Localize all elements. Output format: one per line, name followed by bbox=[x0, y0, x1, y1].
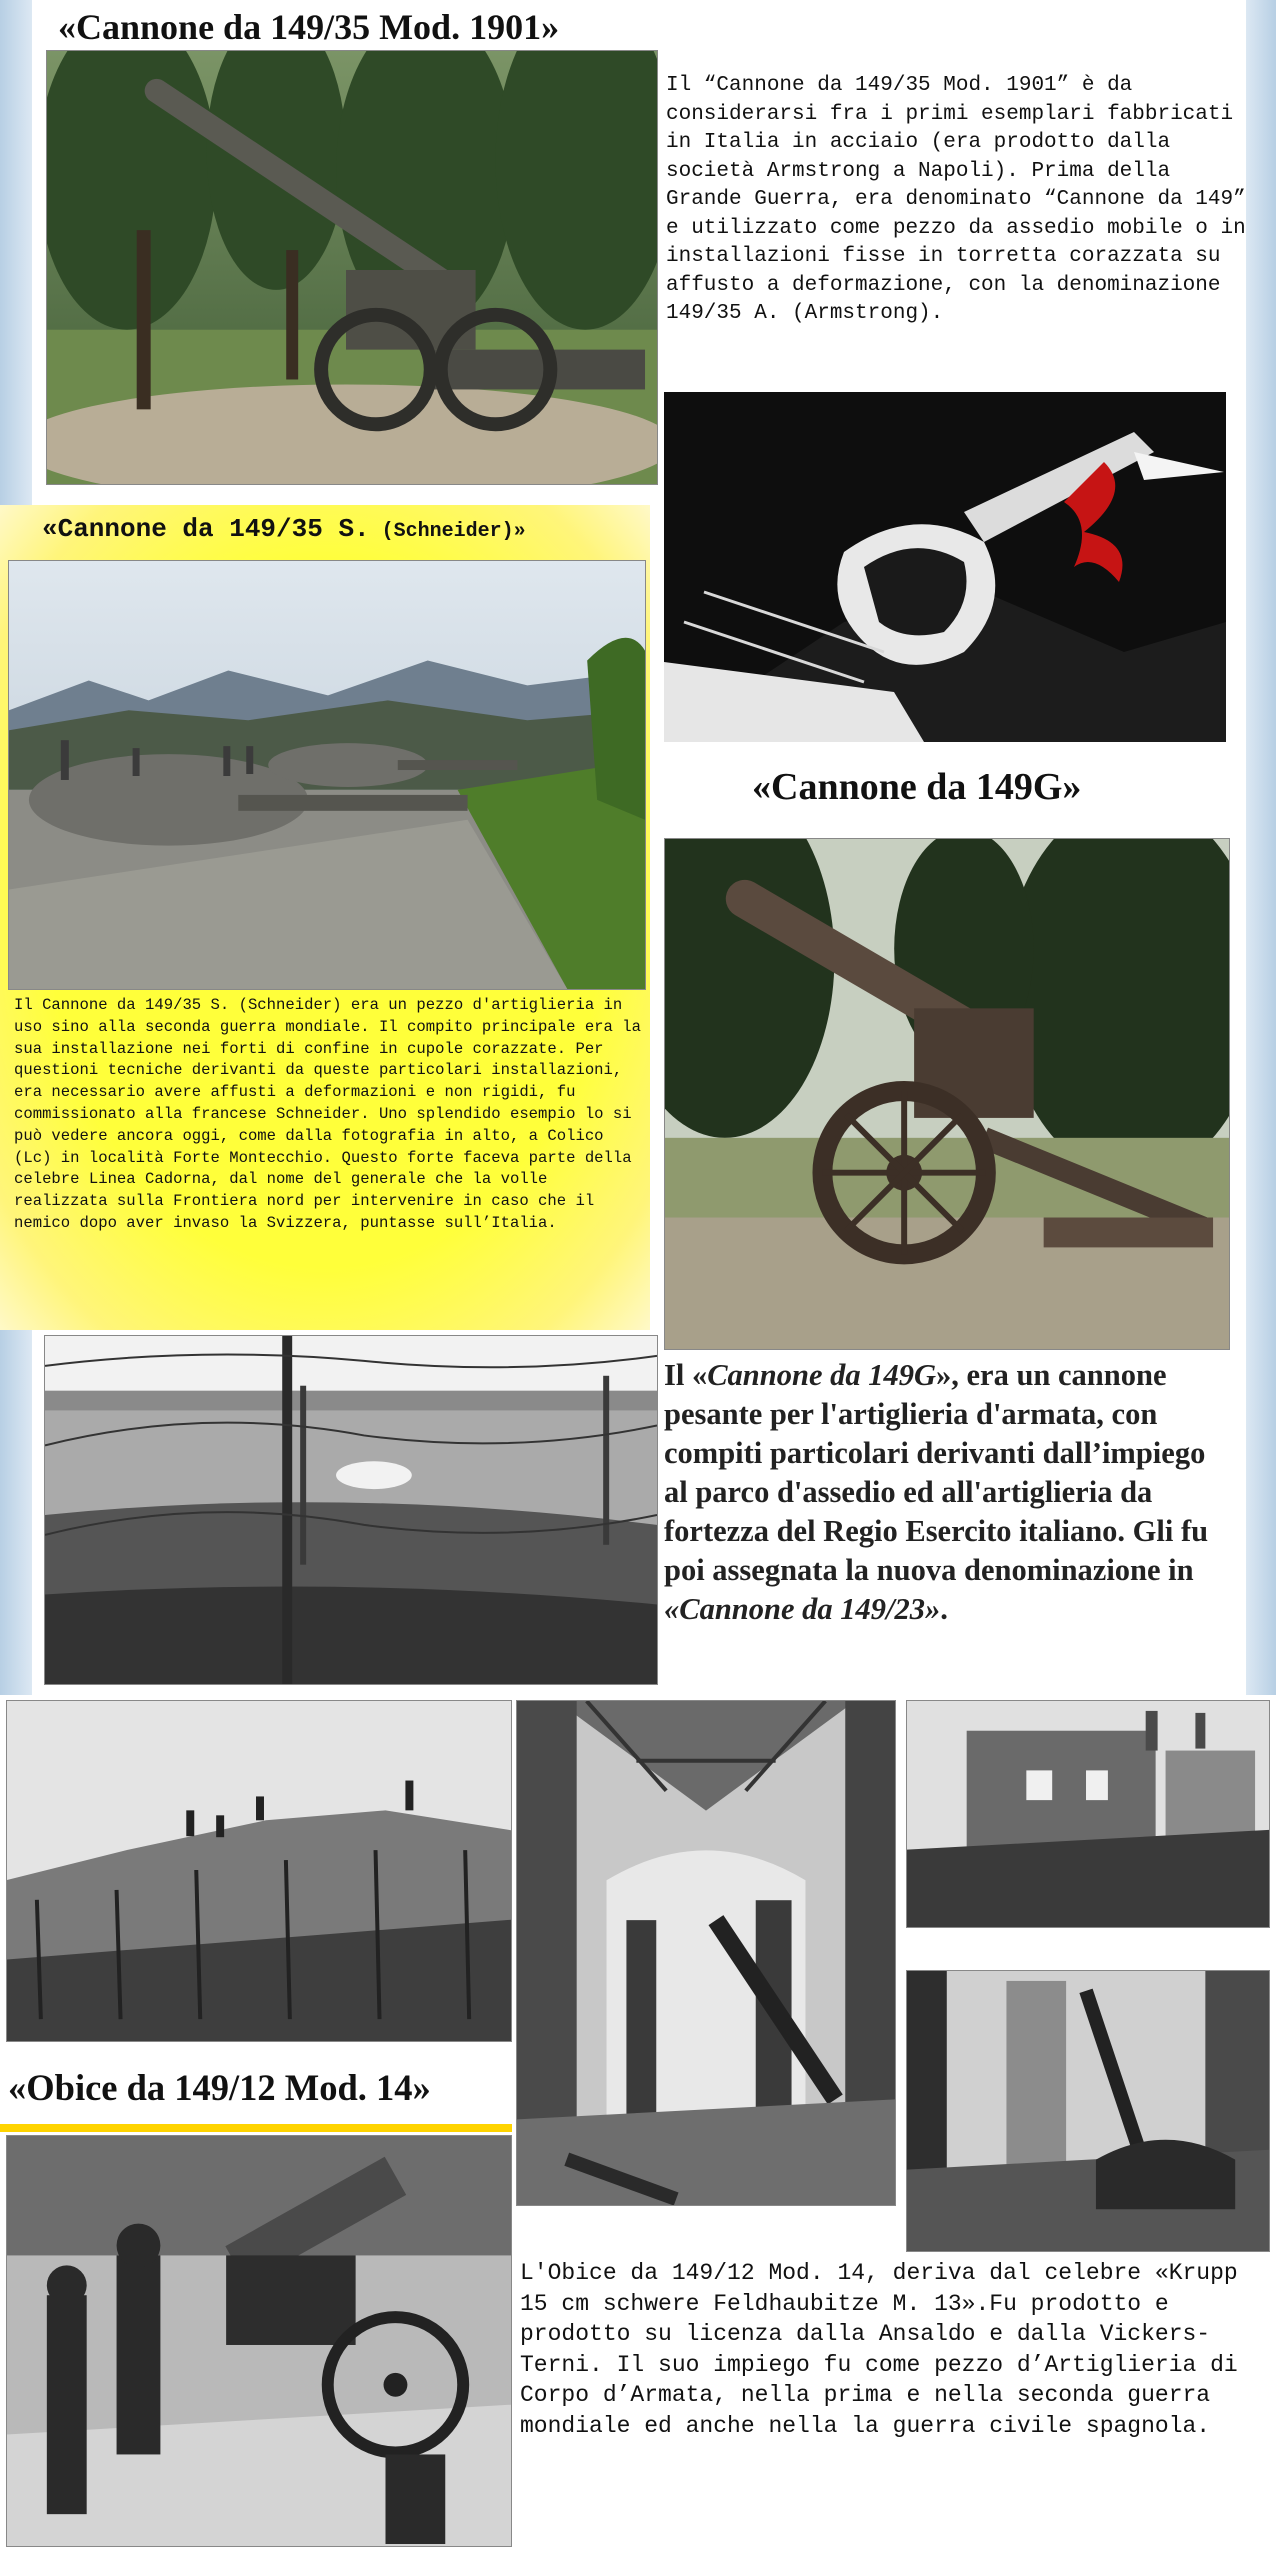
section2-title-main: «Cannone da 149/35 S. bbox=[42, 514, 370, 544]
section1-text: Il “Cannone da 149/35 Mod. 1901” è da considerarsi fra i primi esemplari fabbricati in Italia in acciaio (era prodotto dalla società Armstrong a Napoli). Prima della Grande Guerra, era denominato “Cannone da 149” e utilizzato come pezzo da assedio mobile o in installazioni fisse in torretta corazzata su affusto a deformazione, con la denominazione 149/35 A. (Armstrong). bbox=[666, 74, 1246, 325]
trench-soldiers-photo bbox=[6, 1700, 512, 2042]
section3-text-middle: », era un cannone pesante per l'artiglieria d'armata, con compiti particolari derivanti dall’impiego al parco d'assedio ed all'artiglieria da fortezza del Regio Esercito italiano. Gli fu poi assegnata la nuova denominazione in bbox=[664, 1358, 1209, 1587]
barbed-wire-field-photo bbox=[44, 1335, 658, 1685]
section2-text: Il Cannone da 149/35 S. (Schneider) era un pezzo d'artiglieria in uso sino alla seconda guerra mondiale. Il compito principale era la sua installazione nei forti di confine in cupole corazzate. Per questioni tecniche derivanti da queste particolari installazioni, era necessario avere affusti a deformazioni e non rigidi, fu commissionato alla francese Schneider. Uno splendido esempio lo si può vedere ancora oggi, come dalla fotografia in alto, a Colico (Lc) in località Forte Montecchio. Questo forte faceva parte della celebre Linea Cadorna, dal nome del generale che la volle realizzata sulla Frontiera nord per intervenire in caso che il nemico dopo aver invaso la Svizzera, puntasse sull’Italia. bbox=[14, 996, 641, 1232]
section3-title: «Cannone da 149G» bbox=[752, 766, 1082, 808]
howitzer-photo bbox=[6, 2135, 512, 2547]
comic-soldier-illustration bbox=[664, 392, 1226, 742]
section2-title bbox=[42, 514, 526, 544]
ruined-interior-photo bbox=[906, 1970, 1270, 2252]
section3-text-prefix: Il « bbox=[664, 1358, 708, 1392]
section1-title: «Cannone da 149/35 Mod. 1901» bbox=[58, 7, 560, 47]
schneider-fort-photo bbox=[8, 560, 646, 990]
section4-title-underline bbox=[0, 2124, 512, 2132]
section3-text-suffix: . bbox=[940, 1592, 948, 1626]
burned-houses-photo bbox=[906, 1700, 1270, 1928]
cannon-149g-photo bbox=[664, 838, 1230, 1350]
section4-text: L'Obice da 149/12 Mod. 14, deriva dal celebre «Krupp 15 cm schwere Feldhaubitze M. 13».Fu prodotto e prodotto su licenza dalla Ansaldo e dalla Vickers-Terni. Il suo impiego fu come pezzo d’Artiglieria di Corpo d’Armata, nella prima e nella seconda guerra mondiale ed anche nella la guerra civile spagnola. bbox=[520, 2260, 1238, 2439]
section3-text bbox=[664, 1356, 1236, 1629]
ruined-building-photo bbox=[516, 1700, 896, 2206]
cannon-1901-photo bbox=[46, 50, 658, 485]
section3-text-italic2: «Cannone da 149/23» bbox=[664, 1592, 941, 1626]
section2-title-small: (Schneider)» bbox=[369, 520, 526, 543]
section4-title: «Obice da 149/12 Mod. 14» bbox=[8, 2067, 431, 2108]
section3-text-italic1: Cannone da 149G bbox=[707, 1358, 937, 1392]
